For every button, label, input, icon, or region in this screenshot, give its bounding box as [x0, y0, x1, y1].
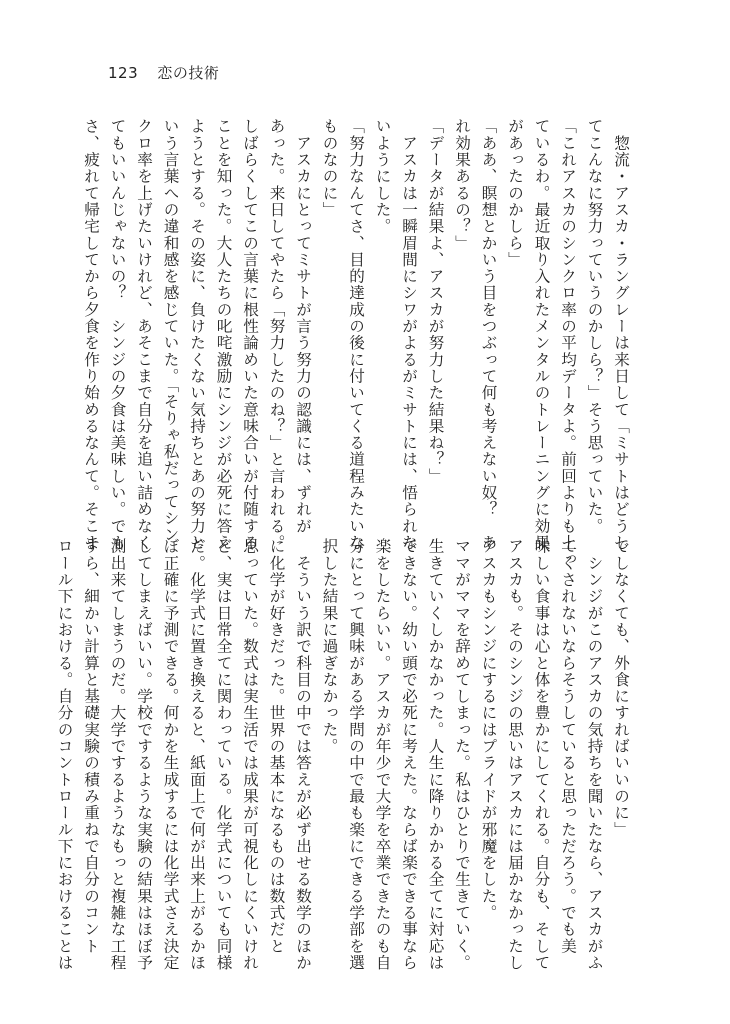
- text-line: あった。来日してやたら「努力したのね？」と言われる。: [267, 118, 286, 551]
- text-line: ことを知った。大人たちの叱咤激励にシンジが必死に答え: [214, 118, 233, 551]
- text-line: 測出来てしまうのだ。大学でするようなもっと複雑な工程: [108, 538, 127, 971]
- text-line: 「努力なんてさ、目的達成の後に付いてくる道程みたいな: [347, 118, 365, 551]
- chapter-title: 恋の技術: [157, 64, 220, 82]
- text-line: があったのかしら」: [506, 118, 524, 268]
- text-line: れ効果あるの？」: [453, 118, 471, 252]
- text-line: ようとする。その姿に、負けたくない気持ちとあの努力と: [188, 118, 206, 551]
- page-number: 123: [108, 64, 139, 82]
- text-line: てもいいんじゃないの？ シンジの夕食は美味しい。でも: [108, 118, 127, 551]
- upper-text-block: [82, 118, 634, 568]
- text-line: ど、実は日常全てに関わっている。化学式についても同様: [214, 538, 233, 971]
- text-line: 「データが結果よ、アスカが努力した結果ね？」: [426, 118, 445, 485]
- text-line: しばらくしてこの言葉に根性論めいた意味合いが付随する: [241, 118, 259, 551]
- text-line: ているわ。最近取り入れたメンタルのトレーニングに効果: [532, 118, 551, 551]
- text-line: 「ああ、瞑想とかいう目をつぶって何も考えない奴？ あ: [479, 118, 498, 551]
- text-line: ママがママを辞めてしまった。私はひとりで生きていく。: [453, 538, 471, 971]
- text-line: 惣流・アスカ・ラングレーは来日して「ミサトはどうし: [612, 118, 630, 551]
- text-line: 分にとって興味がある学問の中で最も楽にできる学部を選: [347, 538, 365, 971]
- text-line: 択した結果に過ぎなかった。: [320, 538, 339, 755]
- text-line: ぼ正確に予測できる。何かを生成するには化学式さえ決定: [161, 538, 180, 971]
- text-line: してしまえばいい。学校でするような実験の結果はほぼ予: [135, 538, 153, 971]
- text-line: 思っていた。数式は実生活では成果が可視化しにくいけれ: [241, 538, 259, 971]
- lower-text-block: [55, 538, 634, 971]
- text-line: さ、疲れて帰宅してから夕食を作り始めるなんて。そこま: [82, 118, 100, 551]
- text-line: 楽をしたらいい。アスカが年少で大学を卒業できたのも自: [373, 538, 392, 971]
- text-line: 生きていくしかなかった。人生に降りかかる全てに対応は: [426, 538, 445, 971]
- text-line: できない。幼い頭で必死に考えた。ならば楽できる事なら: [400, 538, 418, 971]
- text-line: クロ率を上げたいけれど、あそこまで自分を追い詰めなく: [135, 118, 153, 551]
- text-line: でしなくても、外食にすればいいのに」: [612, 538, 630, 838]
- text-line: シンジがこのアスカの気持ちを聞いたなら、アスカがふ: [585, 538, 604, 971]
- running-header: [108, 62, 219, 83]
- text-line: ロール下における。自分のコントロール下におけることは: [55, 538, 74, 971]
- text-line: てくされないならそうしていると思っただろう。でも美: [559, 538, 577, 955]
- text-line: 味しい食事は心と体を豊かにしてくれる。自分も、そして: [532, 538, 551, 971]
- text-line: いようにした。: [373, 118, 392, 235]
- text-line: ものなのに」: [320, 118, 339, 218]
- text-line: 「これアスカのシンクロ率の平均データよ。前回よりも上っ: [559, 118, 577, 568]
- text-line: いう言葉への違和感を感じていた。「そりゃ私だってシン: [161, 118, 180, 544]
- text-line: だ。化学式に置き換えると、紙面上で何が出来上がるかほ: [188, 538, 206, 971]
- text-line: てこんなに努力っていうのかしら？」そう思っていた。: [585, 118, 604, 535]
- text-line: アスカも。そのシンジの思いはアスカには届かなかったし: [506, 538, 524, 971]
- text-line: すら、細かい計算と基礎実験の積み重ねで自分のコント: [82, 538, 100, 955]
- text-line: アスカもシンジにするにはプライドが邪魔をした。: [479, 538, 498, 921]
- text-line: アスカにとってミサトが言う努力の認識には、ずれが: [294, 118, 312, 535]
- text-line: そういう訳で科目の中では答えが必ず出せる数学のほか: [294, 538, 312, 971]
- text-line: アスカは一瞬眉間にシワがよるがミサトには、悟られな: [400, 118, 418, 551]
- text-line: に化学が好きだった。世界の基本になるものは数式だと: [267, 538, 286, 955]
